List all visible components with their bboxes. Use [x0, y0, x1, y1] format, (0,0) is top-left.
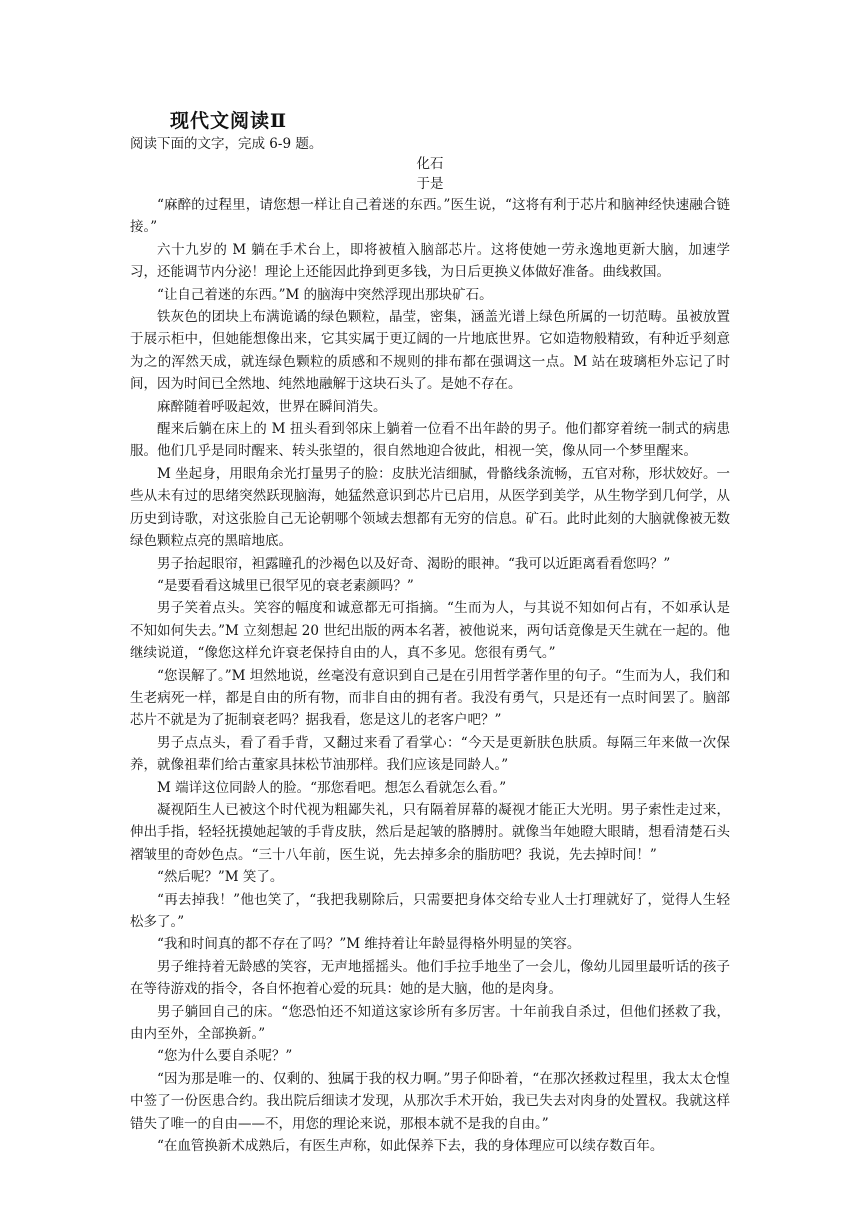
paragraph: “您为什么要自杀呢？” — [157, 1048, 293, 1065]
section-title: 现代文阅读Ⅱ — [170, 110, 288, 132]
paragraph: 男子抬起眼帘，袒露瞳孔的沙褐色以及好奇、渴盼的眼神。“我可以近距离看看您吗？” — [157, 555, 671, 572]
paragraph: 男子点点头，看了看手背，又翻过来看了看掌心：“今天是更新肤色肤质。每隔三年来做一次保养，就像祖辈们给古董家具抹松节油那样。我们应该是同龄人。” — [130, 734, 730, 774]
paragraph: 铁灰色的团块上布满诡谲的绿色颗粒，晶莹，密集，涵盖光谱上绿色所属的一切范畴。虽被放置于展示柜中，但她能想像出来，它其实属于更辽阔的一片地底世界。它如造物般精致，有种近乎刻意为之的浑然天成，就连绿色颗粒的质感和不规则的排布都在强调这一点。M 站在玻璃柜外忘记了时间，因为时间已全然地、纯然地融解于这块石头了。是她不存在。 — [130, 309, 730, 393]
paragraph: 麻醉随着呼吸起效，世界在瞬间消失。 — [157, 398, 387, 415]
paragraph: “您误解了。”M 坦然地说，丝毫没有意识到自己是在引用哲学著作里的句子。“生而为人，我们和生老病死一样，都是自由的所有物，而非自由的拥有者。我没有勇气，只是还有一点时间罢了。脑部芯片不就是为了扼制衰老吗？据我看，您是这儿的老客户吧？” — [130, 667, 730, 729]
paragraph: 凝视陌生人已被这个时代视为粗鄙失礼，只有隔着屏幕的凝视才能正大光明。男子索性走过来，伸出手指，轻轻抚摸她起皱的手背皮肤，然后是起皱的胳膊肘。就像当年她瞪大眼睛，想看清楚石头褶皱里的奇妙色点。“三十八年前，医生说，先去掉多余的脂肪吧？我说，先去掉时间！” — [130, 801, 730, 863]
paragraph: “然后呢？”M 笑了。 — [157, 869, 284, 886]
paragraph: “麻醉的过程里，请您想一样让自己着迷的东西。”医生说，“这将有利于芯片和脑神经快速融合链接。” — [130, 197, 730, 236]
article-author: 于是 — [416, 176, 444, 192]
paragraph: 男子维持着无龄感的笑容，无声地摇摇头。他们手拉手地坐了一会儿，像幼儿园里最听话的孩子在等待游戏的指令，各自怀抱着心爱的玩具：她的是大脑，他的是肉身。 — [130, 958, 730, 998]
paragraph: 六十九岁的 M 躺在手术台上，即将被植入脑部芯片。这将使她一劳永逸地更新大脑，加速学习，还能调节内分泌！理论上还能因此挣到更多钱，为日后更换义体做好准备。曲线救国。 — [130, 241, 730, 281]
paragraph: 男子笑着点头。笑容的幅度和诚意都无可指摘。“生而为人，与其说不知如何占有，不如承认是不知如何失去。”M 立刻想起 20 世纪出版的两本名著，被他说来，两句话竟像是天生就在一起的。他继续说道，“像您这样允许衰老保持自由的人，真不多见。您很有勇气。” — [130, 600, 730, 662]
paragraph: 男子躺回自己的床。“您恐怕还不知道这家诊所有多厉害。十年前我自杀过，但他们拯救了我，由内至外，全部换新。” — [130, 1003, 730, 1043]
question-instruction: 阅读下面的文字，完成 6-9 题。 — [130, 136, 323, 152]
article-body — [130, 194, 730, 1157]
paragraph: “再去掉我！”他也笑了，“我把我剔除后，只需要把身体交给专业人士打理就好了，觉得人生轻松多了。” — [130, 891, 730, 930]
paragraph: “是要看看这城里已很罕见的衰老素颜吗？” — [157, 577, 414, 594]
paragraph: “在血管换新术成熟后，有医生声称，如此保养下去，我的身体理应可以续存数百年。 — [157, 1138, 664, 1155]
paragraph: “因为那是唯一的、仅剩的、独属于我的权力啊。”男子仰卧着，“在那次拯救过程里，我太太仓惶中签了一份医患合约。我出院后细读才发现，从那次手术开始，我已失去对肉身的处置权。我就这样错失了唯一的自由——不，用您的理论来说，那根本就不是我的自由。” — [130, 1070, 730, 1132]
paragraph: “让自己着迷的东西。”M 的脑海中突然浮现出那块矿石。 — [157, 286, 493, 303]
paragraph: 醒来后躺在床上的 M 扭头看到邻床上躺着一位看不出年龄的男子。他们都穿着统一制式的病患服。他们几乎是同时醒来、转头张望的，很自然地迎合彼此，相视一笑，像从同一个梦里醒来。 — [130, 421, 730, 460]
paragraph: “我和时间真的都不存在了吗？”M 维持着让年龄显得格外明显的笑容。 — [157, 936, 581, 953]
paragraph: M 端详这位同龄人的脸。“那您看吧。想怎么看就怎么看。” — [157, 779, 507, 796]
article-title: 化石 — [416, 156, 444, 172]
paragraph: M 坐起身，用眼角余光打量男子的脸：皮肤光洁细腻，骨骼线条流畅，五官对称，形状姣好。一些从未有过的思绪突然跃现脑海，她猛然意识到芯片已启用，从医学到美学，从生物学到几何学，从历史到诗歌，对这张脸自己无论朝哪个领域去想都有无穷的信息。矿石。此时此刻的大脑就像被无数绿色颗粒点亮的黑暗地底。 — [130, 465, 730, 550]
